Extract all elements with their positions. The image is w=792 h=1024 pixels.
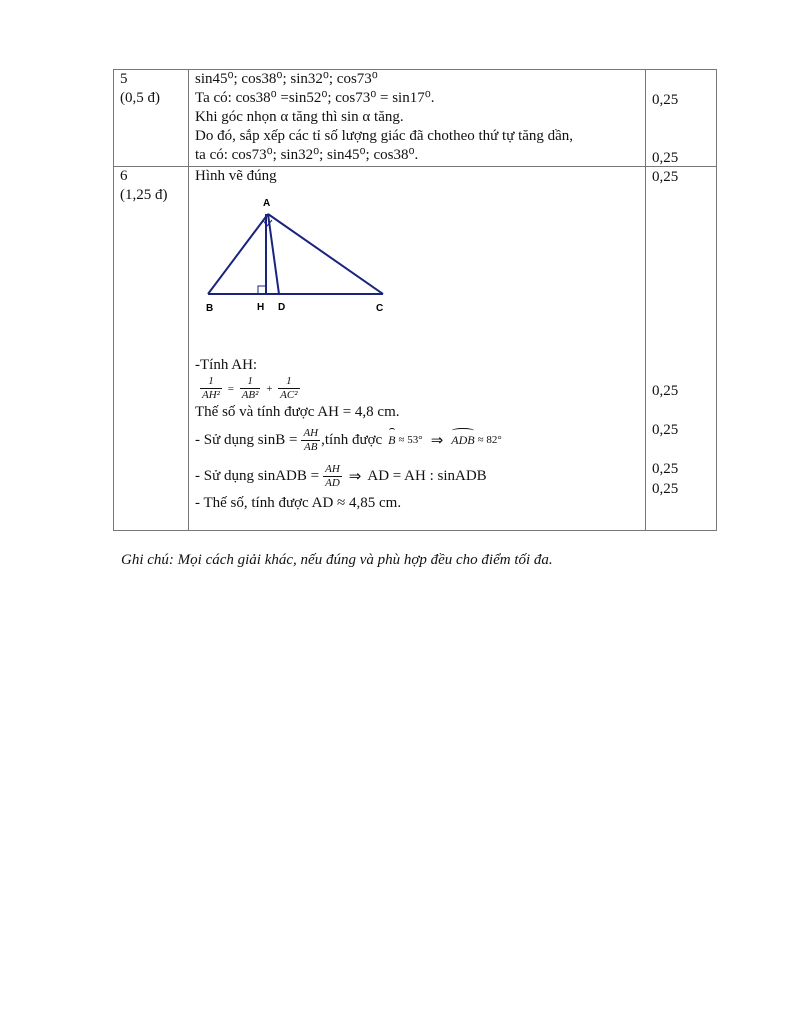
denominator: AD xyxy=(325,476,340,489)
table-row xyxy=(114,70,717,167)
vertex-label-d: D xyxy=(278,302,286,313)
table-row xyxy=(114,167,717,531)
score-cell xyxy=(646,70,717,167)
score-value: 0,25 xyxy=(652,169,679,185)
fraction xyxy=(301,427,320,454)
question-number: 5 xyxy=(120,71,128,87)
numerator: AH xyxy=(303,426,319,439)
angle-value: ≈ 82° xyxy=(477,434,502,446)
solution-line: Khi góc nhọn α tăng thì sin α tăng. xyxy=(195,109,404,125)
numerator: 1 xyxy=(278,375,299,389)
vertex-label-b: B xyxy=(206,303,214,314)
solution-line xyxy=(195,422,639,458)
triangle-figure xyxy=(199,190,399,330)
figure-heading: Hình vẽ đúng xyxy=(195,168,277,184)
solution-line xyxy=(195,458,639,494)
solution-line: sin45⁰; cos38⁰; sin32⁰; cos73⁰ xyxy=(195,71,378,87)
solution-cell xyxy=(189,70,646,167)
fraction xyxy=(240,375,261,402)
score-value: 0,25 xyxy=(652,422,679,438)
question-points: (1,25 đ) xyxy=(120,187,168,203)
solution-line: - Thế số, tính được AD ≈ 4,85 cm. xyxy=(195,495,402,511)
solution-line: Ta có: cos38⁰ =sin52⁰; cos73⁰ = sin17⁰. xyxy=(195,90,435,106)
solution-line: ta có: cos73⁰; sin32⁰; sin45⁰; cos38⁰. xyxy=(195,147,419,163)
solution-cell xyxy=(189,167,646,531)
question-cell xyxy=(114,70,189,167)
vertex-label-c: C xyxy=(376,303,384,314)
angle-value: ≈ 53° xyxy=(398,434,423,446)
denominator: AH² xyxy=(202,389,220,401)
solution-line: Do đó, sắp xếp các tỉ số lượng giác đã chotheo thứ tự tăng dần, xyxy=(195,128,574,144)
numerator: 1 xyxy=(240,375,261,389)
numerator: 1 xyxy=(200,375,222,389)
score-value: 0,25 xyxy=(652,150,679,166)
formula-line xyxy=(199,375,639,403)
step-text: - Sử dụng sinB = xyxy=(195,431,298,448)
answer-table xyxy=(113,69,717,531)
step-text: AD = AH : sinADB xyxy=(367,467,487,484)
implies-arrow: ⇒ xyxy=(348,468,362,485)
score-cell xyxy=(646,167,717,531)
fraction xyxy=(323,463,342,490)
footnote: Ghi chú: Mọi cách giải khác, nếu đúng và phù hợp đều cho điểm tối đa. xyxy=(121,552,553,568)
denominator: AC² xyxy=(280,389,298,401)
score-value: 0,25 xyxy=(652,481,679,497)
calc-title: -Tính AH: xyxy=(195,357,258,373)
denominator: AB² xyxy=(241,389,259,401)
fraction xyxy=(278,375,299,402)
implies-arrow: ⇒ xyxy=(430,432,444,449)
step-text: ,tính được xyxy=(321,431,383,448)
vertex-label-h: H xyxy=(257,302,265,313)
equals-sign: = xyxy=(227,382,234,395)
score-value: 0,25 xyxy=(652,383,679,399)
fraction xyxy=(200,375,222,402)
question-number: 6 xyxy=(120,168,128,184)
numerator: AH xyxy=(325,462,340,475)
solution-line: Thế số và tính được AH = 4,8 cm. xyxy=(195,404,400,420)
score-value: 0,25 xyxy=(652,92,679,108)
step-text: - Sử dụng sinADB = xyxy=(195,467,320,484)
denominator: AB xyxy=(304,440,318,453)
angle-symbol: B xyxy=(388,432,396,447)
question-points: (0,5 đ) xyxy=(120,90,160,106)
plus-sign: + xyxy=(266,382,273,395)
score-value: 0,25 xyxy=(652,461,679,477)
vertex-label-a: A xyxy=(263,198,271,209)
question-cell xyxy=(114,167,189,531)
angle-symbol: ADB xyxy=(451,432,475,447)
